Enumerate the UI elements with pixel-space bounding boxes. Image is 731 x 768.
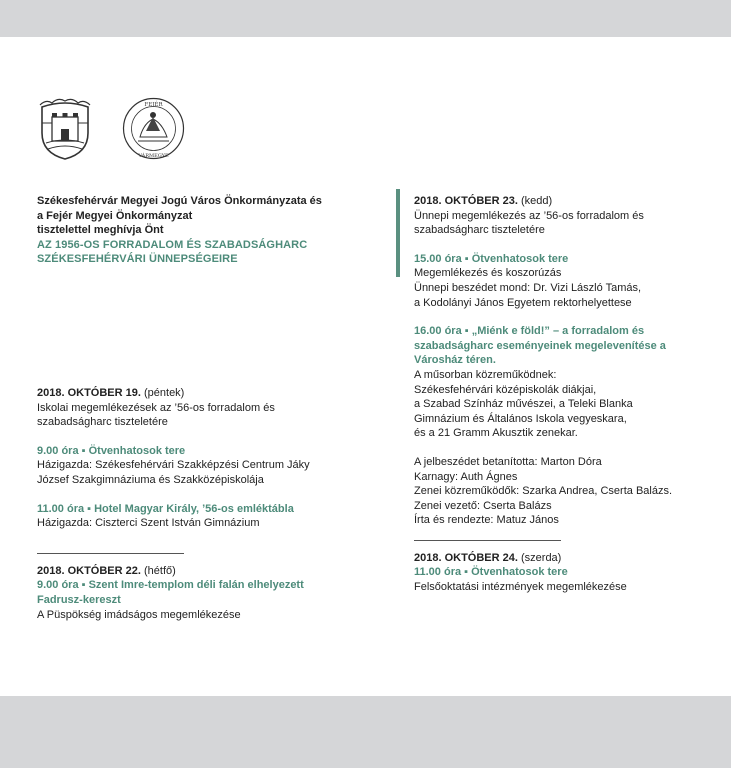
oct23-date bbox=[414, 194, 714, 209]
oct23-event1-line3: a Kodolányi János Egyetem rektorhelyettese bbox=[414, 296, 632, 309]
divider bbox=[414, 540, 561, 541]
oct23-event2-line2: Székesfehérvári középiskolák diákjai, bbox=[414, 383, 597, 396]
intro-title-1: AZ 1956-OS FORRADALOM ÉS SZABADSÁGHARC bbox=[37, 238, 308, 251]
oct22-event1-time-1: 9.00 óra ▪ Szent Imre-templom déli falán elhelyezett bbox=[37, 579, 304, 592]
oct23-event1-line1: Megemlékezés és koszorúzás bbox=[414, 267, 562, 280]
credit-conductor: Karnagy: Auth Ágnes bbox=[414, 470, 518, 483]
oct23-desc-1: Ünnepi megemlékezés az ’56-os forradalom és bbox=[414, 209, 644, 222]
oct19-desc-1: Iskolai megemlékezések az ’56-os forradalom és bbox=[37, 401, 275, 414]
oct24-date bbox=[414, 551, 714, 566]
oct19-event2-line1: Házigazda: Ciszterci Szent István Gimnázium bbox=[37, 517, 260, 530]
oct23-event2-title-2: szabadságharc eseményeinek megelevenítése a bbox=[414, 339, 666, 352]
oct19-day: (péntek) bbox=[140, 386, 185, 399]
oct19-date-bold: 2018. OKTÓBER 19. bbox=[37, 386, 141, 399]
oct19-event1-line1: Házigazda: Székesfehérvári Szakképzési Centrum Jáky bbox=[37, 459, 310, 472]
oct19-event1-time: 9.00 óra ▪ Ötvenhatosok tere bbox=[37, 444, 186, 457]
oct23-event2-line5: és a 21 Gramm Akusztik zenekar. bbox=[414, 427, 578, 440]
oct23-event1-time: 15.00 óra ▪ Ötvenhatosok tere bbox=[414, 252, 569, 265]
oct22-event1-line1: A Püspökség imádságos megemlékezése bbox=[37, 608, 241, 621]
oct23-event1-line2: Ünnepi beszédet mond: Dr. Vizi László Tamás, bbox=[414, 281, 642, 294]
credit-music-director: Zenei vezető: Cserta Balázs bbox=[414, 499, 552, 512]
seal-top-text: FEJÉR bbox=[144, 102, 163, 108]
oct22-date bbox=[37, 564, 337, 579]
credit-sign-language: A jelbeszédet betanította: Marton Dóra bbox=[414, 455, 602, 468]
oct23-event2-line4: Gimnázium és Általános Iskola vegyeskara, bbox=[414, 412, 627, 425]
oct23-event2-title-3: Városház téren. bbox=[414, 354, 496, 367]
credit-musicians: Zenei közreműködők: Szarka Andrea, Cserta Balázs. bbox=[414, 485, 673, 498]
oct19-event2-time: 11.00 óra ▪ Hotel Magyar Király, ’56-os emléktábla bbox=[37, 502, 294, 515]
top-band bbox=[0, 0, 731, 37]
seal-bottom-text: VÁRMEGYE bbox=[138, 153, 169, 159]
left-column bbox=[37, 194, 337, 622]
oct19-desc-2: szabadságharc tiszteletére bbox=[37, 416, 168, 429]
divider bbox=[37, 553, 184, 554]
bottom-band bbox=[0, 696, 731, 768]
accent-bar bbox=[396, 189, 400, 277]
oct22-day: (hétfő) bbox=[140, 564, 176, 577]
intro-line-1: Székesfehérvár Megyei Jogú Város Önkormányzata és bbox=[37, 195, 322, 207]
intro-title-2: SZÉKESFEHÉRVÁRI ÜNNEPSÉGEIRE bbox=[37, 253, 238, 266]
oct19-date bbox=[37, 386, 337, 401]
oct23-event2-line3: a Szabad Színház művészei, a Teleki Blanka bbox=[414, 398, 633, 411]
credit-director: Írta és rendezte: Matuz János bbox=[414, 514, 559, 527]
oct23-event2-line1: A műsorban közreműködnek: bbox=[414, 368, 557, 381]
oct22-date-bold: 2018. OKTÓBER 22. bbox=[37, 564, 141, 577]
oct19-event1-line2: József Szakgimnáziuma és Szakközépiskolája bbox=[37, 473, 264, 486]
oct24-date-bold: 2018. OKTÓBER 24. bbox=[414, 551, 518, 564]
oct23-date-bold: 2018. OKTÓBER 23. bbox=[414, 195, 518, 207]
oct23-event2-title-1: 16.00 óra ▪ „Miénk e föld!” – a forradalom és bbox=[414, 325, 645, 338]
oct24-event1-line1: Felsőoktatási intézmények megemlékezése bbox=[414, 581, 627, 594]
oct24-day: (szerda) bbox=[517, 551, 562, 564]
intro-line-2: a Fejér Megyei Önkormányzat bbox=[37, 209, 193, 222]
oct23-desc-2: szabadságharc tiszteletére bbox=[414, 224, 545, 237]
intro-line-3: tisztelettel meghívja Önt bbox=[37, 224, 164, 237]
right-column bbox=[414, 194, 714, 595]
oct22-event1-time-2: Fadrusz-kereszt bbox=[37, 593, 121, 606]
oct23-day: (kedd) bbox=[517, 195, 553, 207]
oct24-event1-time: 11.00 óra ▪ Ötvenhatosok tere bbox=[414, 566, 568, 579]
county-seal-icon bbox=[122, 97, 185, 160]
city-coat-of-arms-icon bbox=[36, 97, 94, 161]
